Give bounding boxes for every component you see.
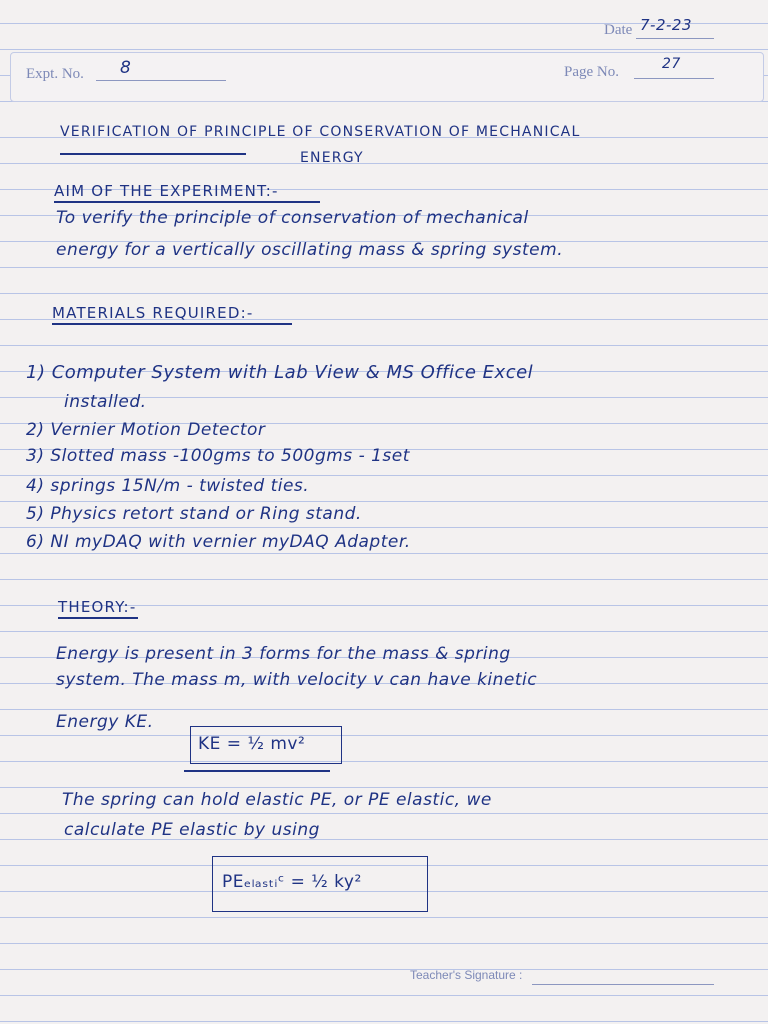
material-item-2: 2) Vernier Motion Detector [26, 420, 266, 440]
ke-formula-underline [184, 770, 330, 772]
material-item-3: 3) Slotted mass -100gms to 500gms - 1set [26, 446, 410, 466]
theory-heading-underline [58, 617, 138, 619]
date-underline [636, 38, 714, 39]
title-underline [60, 153, 246, 155]
material-item-5: 5) Physics retort stand or Ring stand. [26, 504, 362, 524]
theory-line-3: Energy KE. [56, 712, 154, 732]
material-item-6: 6) NI myDAQ with vernier myDAQ Adapter. [26, 532, 411, 552]
material-item-1: 1) Computer System with Lab View & MS Office Excel [26, 362, 534, 383]
expt-value: 8 [120, 58, 132, 78]
date-label: Date [604, 22, 633, 38]
expt-label: Expt. No. [26, 66, 84, 82]
theory-line-1: Energy is present in 3 forms for the mass & spring [56, 644, 511, 664]
signature-line [532, 984, 714, 985]
aim-line-1: To verify the principle of conservation of mechanical [56, 208, 529, 228]
title-line-2: ENERGY [300, 150, 364, 166]
aim-line-2: energy for a vertically oscillating mass & spring system. [56, 240, 564, 260]
aim-heading: AIM OF THE EXPERIMENT:- [54, 182, 279, 200]
theory-heading: THEORY:- [58, 598, 137, 616]
page-underline [634, 78, 714, 79]
materials-heading-underline [52, 323, 292, 325]
ke-formula: KE = ½ mv² [198, 734, 306, 754]
material-item-1-cont: installed. [64, 392, 147, 412]
spring-line-2: calculate PE elastic by using [64, 820, 320, 840]
page-value: 27 [662, 56, 681, 72]
date-value: 7-2-23 [640, 16, 692, 34]
title-line-1: VERIFICATION OF PRINCIPLE OF CONSERVATION OF MECHANICAL [60, 124, 581, 140]
spring-line-1: The spring can hold elastic PE, or PE elastic, we [62, 790, 492, 810]
materials-heading: MATERIALS REQUIRED:- [52, 304, 254, 322]
aim-heading-underline [54, 201, 320, 203]
expt-underline [96, 80, 226, 81]
teacher-signature-label: Teacher's Signature : [410, 968, 523, 982]
page-label: Page No. [564, 64, 619, 80]
theory-line-2: system. The mass m, with velocity v can have kinetic [56, 670, 538, 690]
pe-formula: PEₑₗₐₛₜᵢᶜ = ½ ky² [222, 872, 362, 892]
material-item-4: 4) springs 15N/m - twisted ties. [26, 476, 310, 496]
